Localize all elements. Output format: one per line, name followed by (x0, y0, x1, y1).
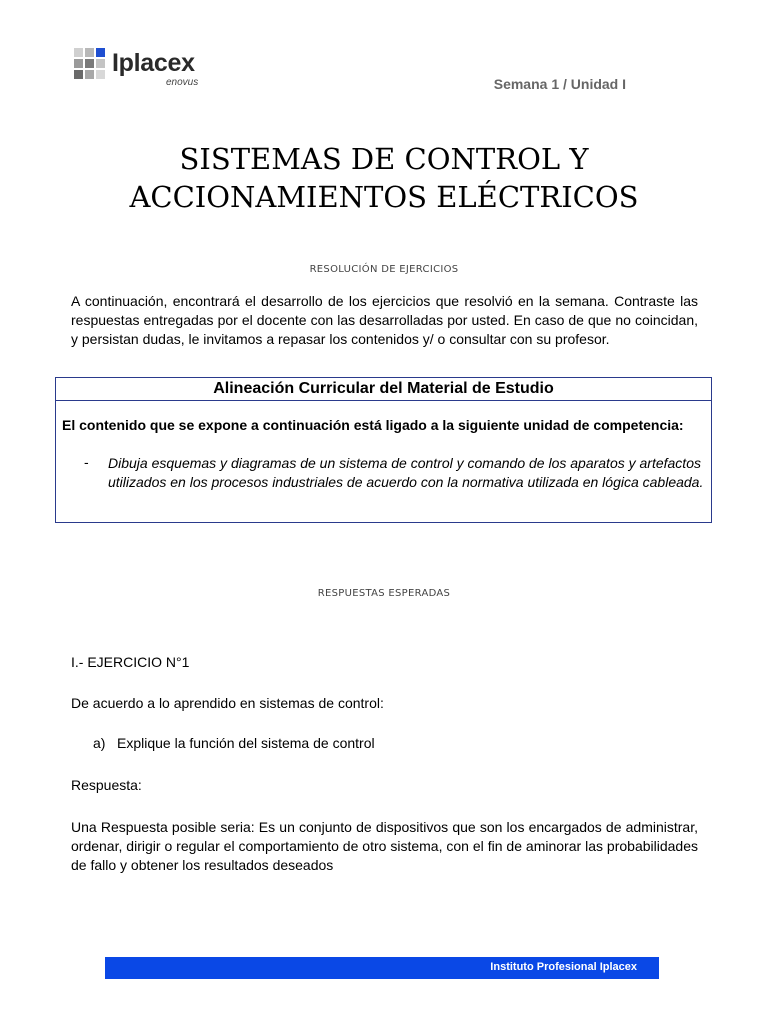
bullet-dash: - (84, 454, 89, 470)
document-title (0, 140, 768, 216)
curricular-alignment-box (55, 377, 712, 523)
answer-text: Una Respuesta posible seria: Es un conjunto de dispositivos que son los encargados de administrar, ordenar, dirigir o regular el comportamiento de otro sistema, con el fin de aminorar las probabilidades de fallo y obtener los resultados deseados (71, 819, 698, 873)
exercise-heading: I.- EJERCICIO N°1 (71, 654, 190, 670)
section-heading-resolucion: RESOLUCIÓN DE EJERCICIOS (309, 264, 459, 275)
alignment-title: Alineación Curricular del Material de Estudio (56, 378, 711, 401)
logo-wordmark: Iplacex (112, 49, 195, 77)
exercise-prompt: De acuerdo a lo aprendido en sistemas de control: (71, 695, 384, 711)
footer-institution-label: Instituto Profesional Iplacex (490, 961, 637, 973)
title-line-1: SISTEMAS DE CONTROL Y (179, 142, 589, 176)
question-marker: a) (93, 735, 106, 751)
iplacex-logo (74, 48, 224, 92)
title-line-2: ACCIONAMIENTOS ELÉCTRICOS (129, 180, 639, 214)
answer-label: Respuesta: (71, 777, 142, 793)
question-text: Explique la función del sistema de control (117, 735, 375, 751)
logo-subtitle: enovus (166, 77, 199, 88)
section-heading-respuestas: RESPUESTAS ESPERADAS (317, 588, 451, 599)
competency-item: Dibuja esquemas y diagramas de un sistema de control y comando de los aparatos y artefactos utilizados en los procesos industriales de acuerdo con la normativa utilizada en lógica cableada. (108, 455, 704, 490)
logo-grid-icon (74, 48, 108, 82)
intro-paragraph: A continuación, encontrará el desarrollo de los ejercicios que resolvió en la semana. Contraste las respuestas entregadas por el docente con las desarrolladas por usted. En caso de que no coincidan, y persistan dudas, le invitamos a repasar los contenidos y/ o consultar con su profesor. (71, 293, 698, 347)
alignment-intro: El contenido que se expone a continuación está ligado a la siguiente unidad de competencia: (62, 417, 684, 433)
footer-bar (105, 957, 659, 979)
week-unit-label: Semana 1 / Unidad I (493, 76, 626, 92)
